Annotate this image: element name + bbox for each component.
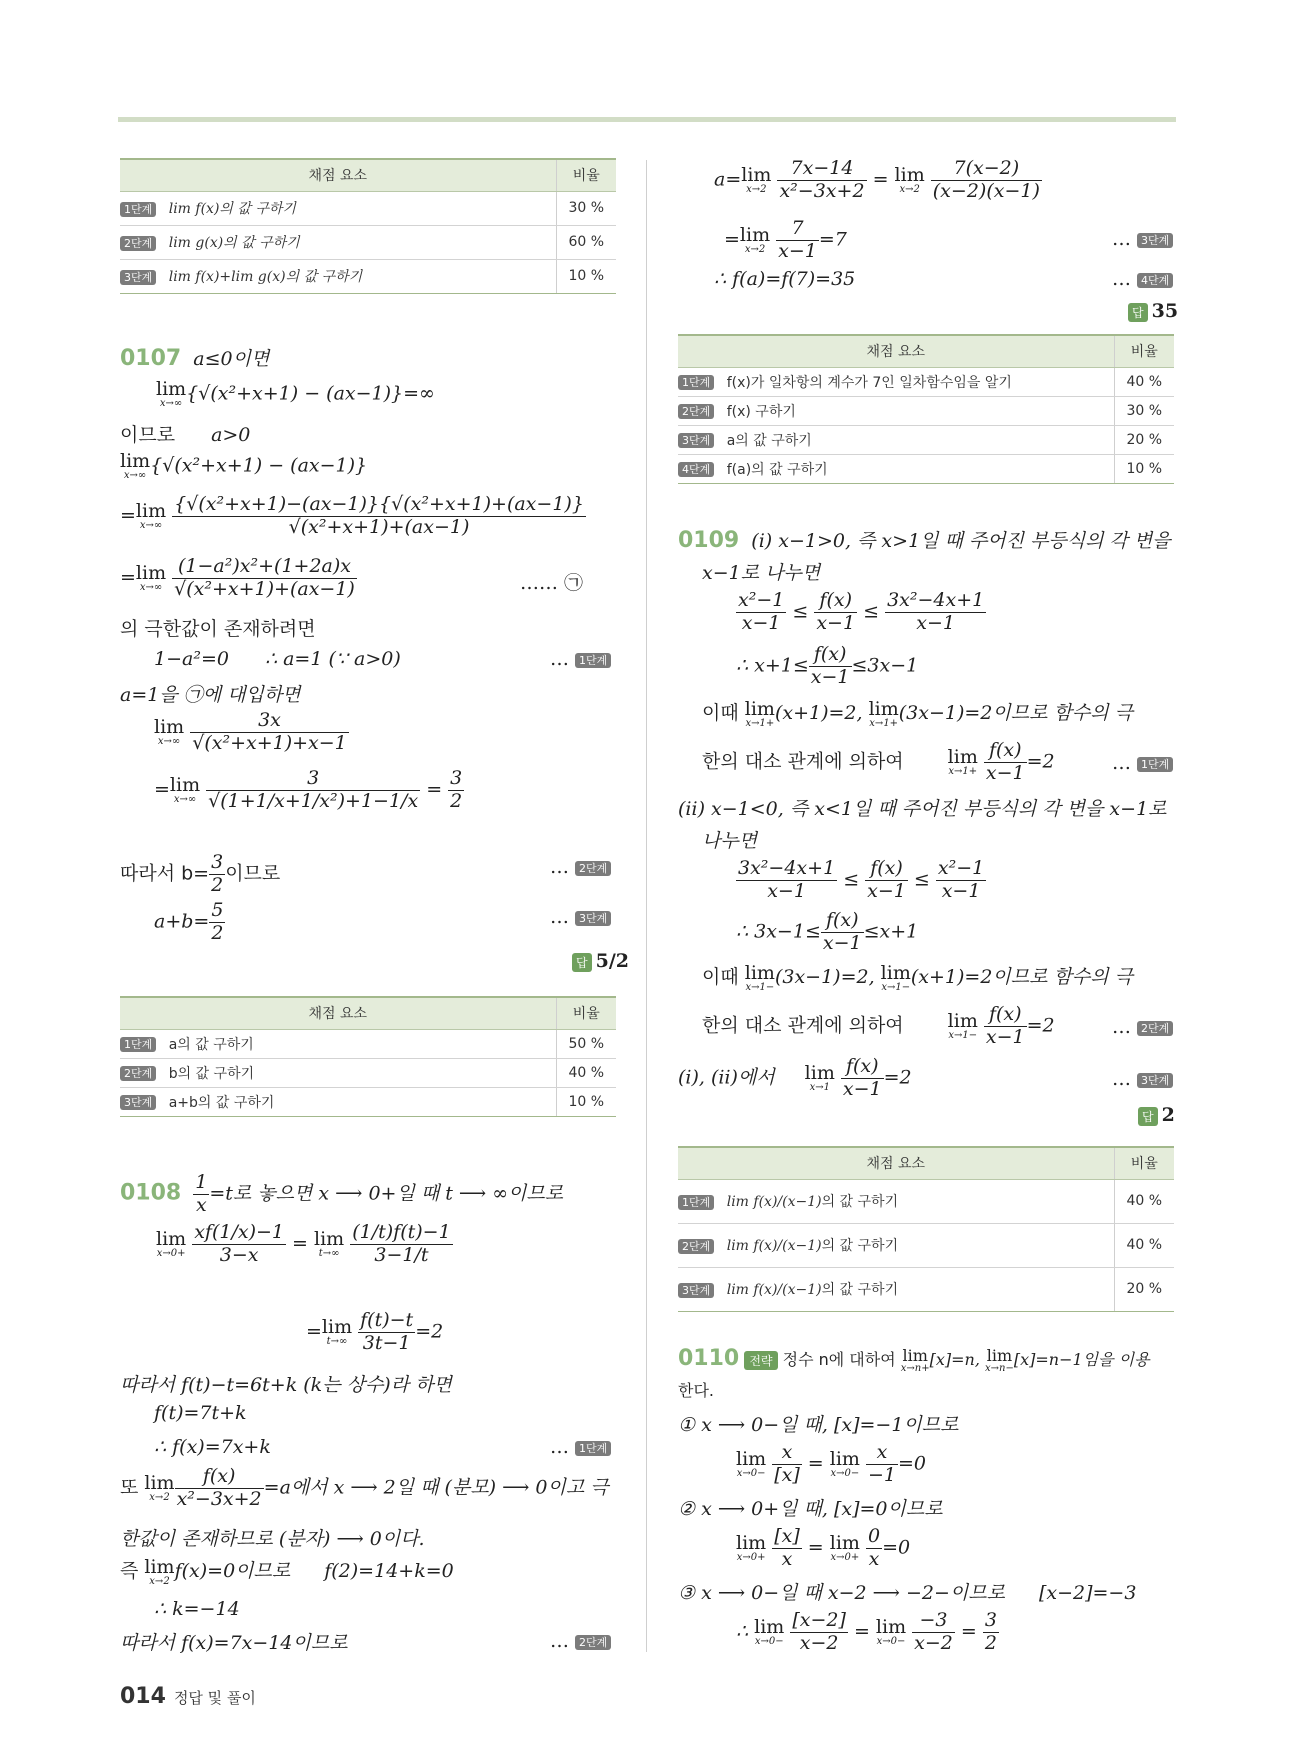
table-row: 3단계 lim f(x)/(x−1)의 값 구하기 (678, 1267, 1114, 1311)
row-text: lim f(x)의 값 구하기 (168, 201, 296, 217)
eq-109-10: 이때 lim x→1− (3x−1)=2, lim x→1− (x+1)=2이므로 함수의 극 (702, 961, 1133, 993)
eq-108-r3: ∴ f(a)=f(7)=35 (714, 268, 856, 290)
eq-107-2: 이므로 a>0 (120, 424, 251, 446)
eq-109-1: x−1로 나누면 (702, 562, 821, 584)
eq-109-8: $\frac{\text{3x²−4x+1}}{x-1}$ ≤ $\frac{f(x)}{x-1}$ ≤ $\frac{\text{x²−1}}{x-1}$ (738, 857, 985, 902)
eq-ref-circle: …… ㉠ (520, 572, 584, 594)
eq-110-6: ③ x ⟶ 0−일 때 x−2 ⟶ −2−이므로 [x−2]=−3 (678, 1582, 1137, 1604)
eq-109-11: 한의 대소 관계에 의하여 lim x→1− $\frac{f(x)}{x-1}$ =2 (702, 1003, 1055, 1048)
step-marker: … 2단계 (550, 1630, 611, 1652)
eq-107-10: = lim x→∞ $\frac{3}{\text{√(1+1/x+1/x²)+1−1/x}}$ = $\frac{3}{2}$ (154, 767, 463, 812)
problem-0109-head: 0109 (ⅰ) x−1>0, 즉 x>1일 때 주어진 부등식의 각 변을 (678, 528, 1171, 553)
table-row: 1단계 a의 값 구하기 (120, 1029, 556, 1058)
eq-108-5: ∴ f(x)=7x+k (154, 1436, 271, 1458)
eq-108-7: 한값이 존재하므로 (분자) ⟶ 0이다. (120, 1528, 425, 1550)
problem-0108-head: 0108 $\frac{1}{x}$ =t로 놓으면 x ⟶ 0+일 때 t ⟶ ∞이므로 (120, 1171, 564, 1216)
table-row: 3단계 a의 값 구하기 (678, 425, 1114, 454)
row-text: lim f(x)+lim g(x)의 값 구하기 (168, 269, 363, 285)
table-row: 2단계 f(x) 구하기 (678, 396, 1114, 425)
eq-108-8: 즉 lim x→2 f(x)=0이므로 f(2)=14+k=0 (120, 1555, 454, 1587)
table-head-item: 채점 요소 (678, 1147, 1114, 1179)
eq-110-4: ② x ⟶ 0+일 때, [x]=0이므로 (678, 1498, 943, 1520)
step-marker: … 1단계 (550, 648, 611, 670)
step-marker: … 3단계 (1112, 228, 1173, 250)
table-head-ratio: 비율 (1114, 1147, 1174, 1179)
score-table-0109: 채점 요소 비율 1단계 lim f(x)/(x−1)의 값 구하기 40 % 2단계 lim f(x)/(x−1)의 값 구하기 40 % 3단계 lim f(x)/(x−1)의 값 구하기 20 % (678, 1146, 1174, 1312)
score-table-0108: 채점 요소 비율 1단계 f(x)가 일차항의 계수가 7인 일차함수임을 알기 40 % 2단계 f(x) 구하기 30 % 3단계 a의 값 구하기 20 % 4단계 f(a)의 값 구하기 10 % (678, 334, 1174, 484)
table-row: 2단계 b의 값 구하기 (120, 1058, 556, 1087)
problem-0107-head: 0107 a≤0이면 (120, 346, 270, 371)
table-head-item: 채점 요소 (678, 335, 1114, 367)
table-head-item: 채점 요소 (120, 159, 556, 191)
eq-107-7: 1−a²=0 ∴ a=1 (∵ a>0) (154, 648, 401, 670)
eq-108-3: 따라서 f(t)−t=6t+k (k는 상수)라 하면 (120, 1374, 452, 1396)
eq-109-6: (ⅱ) x−1<0, 즉 x<1일 때 주어진 부등식의 각 변을 x−1로 (678, 798, 1167, 820)
eq-107-4: = lim x→∞ $\frac{\text{\{√(x²+x+1)−(ax−1)\}\{√(x²+x+1)+(ax−1)\}}}{\text{√(x²+x+1)+(ax−1)}}$ (120, 493, 584, 538)
eq-107-9: lim x→∞ $\frac{3x}{\text{√(x²+x+1)+x−1}}$ (154, 709, 347, 754)
table-row: 2단계 lim g(x)의 값 구하기 (120, 225, 556, 259)
step-marker: … 4단계 (1112, 268, 1173, 290)
eq-109-9: ∴ 3x−1≤ $\frac{f(x)}{x-1}$ ≤x+1 (736, 909, 919, 954)
footer-label: 정답 및 풀이 (173, 1689, 256, 1707)
eq-109-12: (ⅰ), (ⅱ)에서 lim x→1 $\frac{f(x)}{x-1}$ =2 (678, 1055, 912, 1100)
table-row: 2단계 lim f(x)/(x−1)의 값 구하기 (678, 1223, 1114, 1267)
eq-108-1: lim x→0+ $\frac{xf(1/x)-1}{3-x}$ = lim t→∞ $\frac{(1/t)f(t)-1}{3-1/t}$ (156, 1221, 451, 1266)
step-marker: … 3단계 (550, 906, 611, 928)
answer-108: 답 35 (1128, 300, 1178, 322)
eq-110-3: lim x→0− $\frac{x}{[x]}$ = lim x→0− $\frac{x}{-1}$ =0 (736, 1441, 927, 1486)
row-text: lim g(x)의 값 구하기 (168, 235, 300, 251)
eq-107-12: a+b= $\frac{5}{2}$ (154, 899, 224, 944)
eq-109-4: 이때 lim x→1+ (x+1)=2, lim x→1+ (3x−1)=2이므로 함수의 극 (702, 697, 1133, 729)
problem-0110-head: 0110 전략 정수 n에 대하여 lim x→n+ [x]=n, lim x→n− [x]=n−1임을 이용 (678, 1345, 1150, 1374)
score-table-0107: 채점 요소 비율 1단계 a의 값 구하기 50 % 2단계 b의 값 구하기 40 % 3단계 a+b의 값 구하기 10 % (120, 996, 616, 1117)
table-head-ratio: 비율 (1114, 335, 1174, 367)
eq-109-5: 한의 대소 관계에 의하여 lim x→1+ $\frac{f(x)}{x-1}$ =2 (702, 739, 1055, 784)
step-marker: … 1단계 (1112, 752, 1173, 774)
strategy-tag: 전략 (744, 1351, 777, 1370)
top-rule (118, 117, 1176, 122)
eq-109-2: $\frac{\text{x²−1}}{x-1}$ ≤ $\frac{f(x)}{x-1}$ ≤ $\frac{\text{3x²−4x+1}}{x-1}$ (738, 589, 985, 634)
eq-108-6: 또 lim x→2 $\frac{f(x)}{\text{x²−3x+2}}$ =a에서 x ⟶ 2일 때 (분모) ⟶ 0이고 극 (120, 1465, 609, 1510)
column-divider (646, 160, 647, 1652)
score-table-0106 (120, 158, 616, 294)
table-row: 1단계 lim f(x)의 값 구하기 (120, 191, 556, 225)
eq-110-2: ① x ⟶ 0−일 때, [x]=−1이므로 (678, 1414, 959, 1436)
eq-108-10: 따라서 f(x)=7x−14이므로 (120, 1632, 348, 1654)
table-head-item: 채점 요소 (120, 997, 556, 1029)
eq-110-7: ∴ lim x→0− $\frac{[x-2]}{x-2}$ = lim x→0− $\frac{-3}{x-2}$ = $\frac{3}{2}$ (736, 1609, 997, 1654)
answer-109: 답 2 (1138, 1104, 1175, 1126)
step-marker: … 2단계 (550, 856, 611, 878)
table-head-ratio: 비율 (556, 159, 616, 191)
step-marker: … 2단계 (1112, 1016, 1173, 1038)
eq-107-1: lim x→∞ {√(x²+x+1) − (ax−1)}=∞ (156, 378, 435, 409)
eq-107-3: lim x→∞ {√(x²+x+1) − (ax−1)} (120, 450, 368, 481)
table-head-ratio: 비율 (556, 997, 616, 1029)
eq-110-1: 한다. (678, 1381, 714, 1400)
eq-109-3: ∴ x+1≤ $\frac{f(x)}{x-1}$ ≤3x−1 (736, 643, 919, 688)
table-row: 4단계 f(a)의 값 구하기 (678, 454, 1114, 483)
table-row: 3단계 lim f(x)+lim g(x)의 값 구하기 (120, 259, 556, 293)
table-row: 1단계 f(x)가 일차항의 계수가 7인 일차함수임을 알기 (678, 367, 1114, 396)
step-marker: … 3단계 (1112, 1068, 1173, 1090)
eq-109-7: 나누면 (702, 830, 758, 852)
page-number: 014 (120, 1684, 166, 1709)
eq-107-5: = lim x→∞ $\frac{\text{(1−a²)x²+(1+2a)x}}{\text{√(x²+x+1)+(ax−1)}}$ (120, 555, 355, 600)
page-footer (120, 1684, 256, 1709)
answer-107: 답 5/2 (572, 950, 629, 972)
row-ratio: 30 % (556, 191, 616, 225)
row-ratio: 10 % (556, 259, 616, 293)
eq-107-11: 따라서 b= $\frac{3}{2}$ 이므로 (120, 851, 281, 896)
eq-107-8: a=1을 ㉠에 대입하면 (120, 684, 301, 706)
eq-107-6: 의 극한값이 존재하려면 (120, 618, 316, 640)
eq-108-2: = lim t→∞ $\frac{f(t)-t}{3t-1}$ =2 (306, 1309, 444, 1354)
eq-108-9: ∴ k=−14 (154, 1598, 240, 1620)
step-marker: … 1단계 (550, 1436, 611, 1458)
table-row: 1단계 lim f(x)/(x−1)의 값 구하기 (678, 1179, 1114, 1223)
table-row: 3단계 a+b의 값 구하기 (120, 1087, 556, 1116)
eq-108-r2: = lim x→2 $\frac{7}{x-1}$ =7 (724, 217, 847, 262)
eq-108-4: f(t)=7t+k (154, 1402, 247, 1424)
eq-108-r1: a= lim x→2 $\frac{7x-14}{\text{x²−3x+2}}$ = lim x→2 $\frac{7(x-2)}{(x-2)(x-1)}$ (714, 157, 1040, 202)
eq-110-5: lim x→0+ $\frac{[x]}{x}$ = lim x→0+ $\frac{0}{x}$ =0 (736, 1525, 911, 1570)
row-ratio: 60 % (556, 225, 616, 259)
